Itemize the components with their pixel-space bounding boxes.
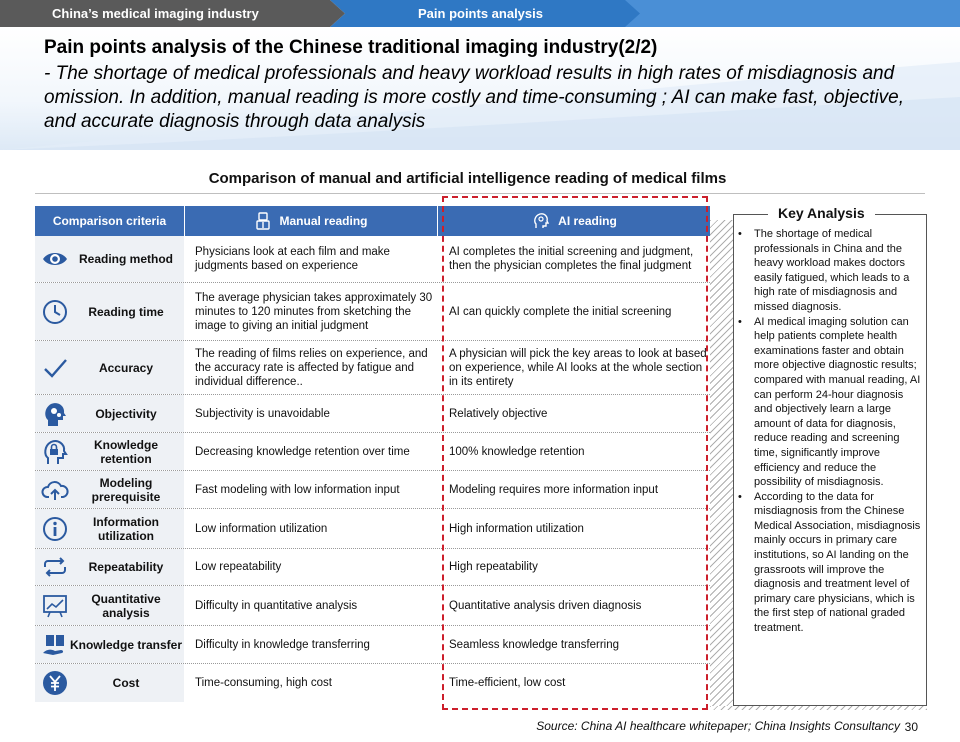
table-title: Comparison of manual and artificial intelligence reading of medical films [208, 170, 727, 187]
criteria-cell [35, 433, 185, 470]
criteria-label: Reading time [88, 304, 164, 319]
manual-cell: Difficulty in knowledge transferring [195, 638, 370, 651]
ai-cell: Modeling requires more information input [449, 483, 659, 496]
criteria-cell [35, 471, 185, 508]
header-ai-label: AI reading [558, 214, 617, 228]
chart-board-icon [41, 592, 69, 620]
head-gears-icon [41, 400, 69, 428]
key-analysis-point: • The shortage of medical professionals in China and the heavy workload makes doctors easily fatigued, which leads to a high rate of misdiagnosis and missed diagnosis. [738, 227, 924, 315]
eye-icon [41, 245, 69, 273]
header-tab-bar [0, 0, 960, 27]
criteria-label: Accuracy [98, 360, 154, 375]
manual-cell: Physicians look at each film and make judgments based on experience [195, 246, 390, 272]
criteria-label: Knowledge retention [93, 437, 158, 466]
doctor-icon [255, 212, 271, 230]
key-analysis-shadow [710, 220, 733, 706]
criteria-cell [35, 664, 185, 702]
manual-cell: The average physician takes approximately 30 minutes to 120 minutes from sketching the image to giving an initial judgment [195, 291, 433, 332]
criteria-cell [35, 236, 185, 282]
manual-cell: Decreasing knowledge retention over time [195, 445, 410, 458]
ai-cell: High information utilization [449, 522, 584, 535]
book-hand-icon [41, 631, 69, 659]
criteria-label: Modeling prerequisite [91, 475, 161, 504]
info-icon [41, 515, 69, 543]
ai-cell: AI can quickly complete the initial screening [449, 305, 672, 318]
ai-cell: 100% knowledge retention [449, 445, 585, 458]
ai-cell: A physician will pick the key areas to look at based on experience, while AI looks at the whole section in its entirety [449, 347, 707, 388]
criteria-cell [35, 586, 185, 625]
source-note: Source: China AI healthcare whitepaper; China Insights Consultancy [536, 719, 900, 733]
clock-icon [41, 298, 69, 326]
criteria-label: Repeatability [88, 560, 164, 574]
ai-cell: High repeatability [449, 561, 538, 573]
tab-pain-points-label: Pain points analysis [418, 6, 543, 21]
criteria-cell [35, 341, 185, 394]
criteria-label: Knowledge transfer [69, 637, 183, 652]
criteria-cell [35, 283, 185, 340]
criteria-label: Quantitative analysis [91, 591, 161, 620]
page-number: 30 [904, 720, 918, 734]
page-subtitle: - The shortage of medical professionals and heavy workload results in high rates of misdiagnosis and omission. In addition, manual reading is more costly and time-consuming ; AI can make fast, objective, and accurate diagnosis through data analysis [44, 63, 904, 132]
header-accent-bar [625, 0, 960, 27]
key-analysis-point: • AI medical imaging solution can help patients complete health examinations faster and obtain more objective diagnostic results; compared with manual reading, AI can perform 24-hour diagnosis and objectively learn a large amount of data for diagnosis, reduce reading and screening time, significantly improve efficiency and reduce the possibility of misdiagnosis. [738, 315, 924, 490]
criteria-label: Information utilization [93, 514, 159, 543]
manual-cell: Time-consuming, high cost [195, 677, 332, 689]
cloud-upload-icon [41, 476, 69, 504]
repeat-icon [41, 553, 69, 581]
manual-cell: Difficulty in quantitative analysis [195, 599, 358, 612]
criteria-label: Cost [112, 676, 140, 690]
manual-cell: Low repeatability [195, 561, 282, 573]
key-analysis-list [738, 227, 924, 636]
ai-cell: Time-efficient, low cost [449, 677, 566, 689]
ai-cell: Seamless knowledge transferring [449, 638, 620, 651]
criteria-label: Reading method [78, 252, 173, 266]
ai-cell: Quantitative analysis driven diagnosis [449, 599, 642, 612]
yuan-coin-icon [41, 669, 69, 697]
key-analysis-shadow-bottom [710, 706, 927, 710]
manual-cell: Low information utilization [195, 522, 328, 535]
header-criteria: Comparison criteria [35, 206, 185, 236]
criteria-cell [35, 626, 185, 663]
manual-cell: Subjectivity is unavoidable [195, 407, 330, 420]
ai-cell: Relatively objective [449, 407, 548, 420]
brain-lock-icon [41, 438, 69, 466]
header-manual [186, 206, 438, 236]
manual-cell: Fast modeling with low information input [195, 483, 400, 496]
criteria-cell [35, 509, 185, 548]
checkmark-icon [41, 354, 69, 382]
key-analysis-title: Key Analysis [768, 205, 875, 221]
ai-column-highlight [442, 196, 708, 710]
ai-cell: AI completes the initial screening and judgment, then the physician completes the final judgment [449, 246, 694, 272]
criteria-label: Objectivity [95, 406, 157, 421]
header-manual-label: Manual reading [279, 214, 368, 228]
key-analysis-point: • According to the data for misdiagnosis from the Chinese Medical Association, misdiagnosis mainly occurs in primary care institutions, so AI landing on the grassroots will improve the diagnosis and treatment level of primary care physicians, which is the first step of national graded treatment. [738, 490, 924, 636]
manual-cell: The reading of films relies on experience, and the accuracy rate is affected by fatigue and individual difference.. [195, 347, 428, 388]
title-divider [35, 193, 925, 194]
page-title: Pain points analysis of the Chinese traditional imaging industry(2/2) [44, 37, 658, 58]
criteria-cell [35, 549, 185, 585]
criteria-cell [35, 395, 185, 432]
tab-imaging-industry-label: China’s medical imaging industry [52, 6, 259, 21]
